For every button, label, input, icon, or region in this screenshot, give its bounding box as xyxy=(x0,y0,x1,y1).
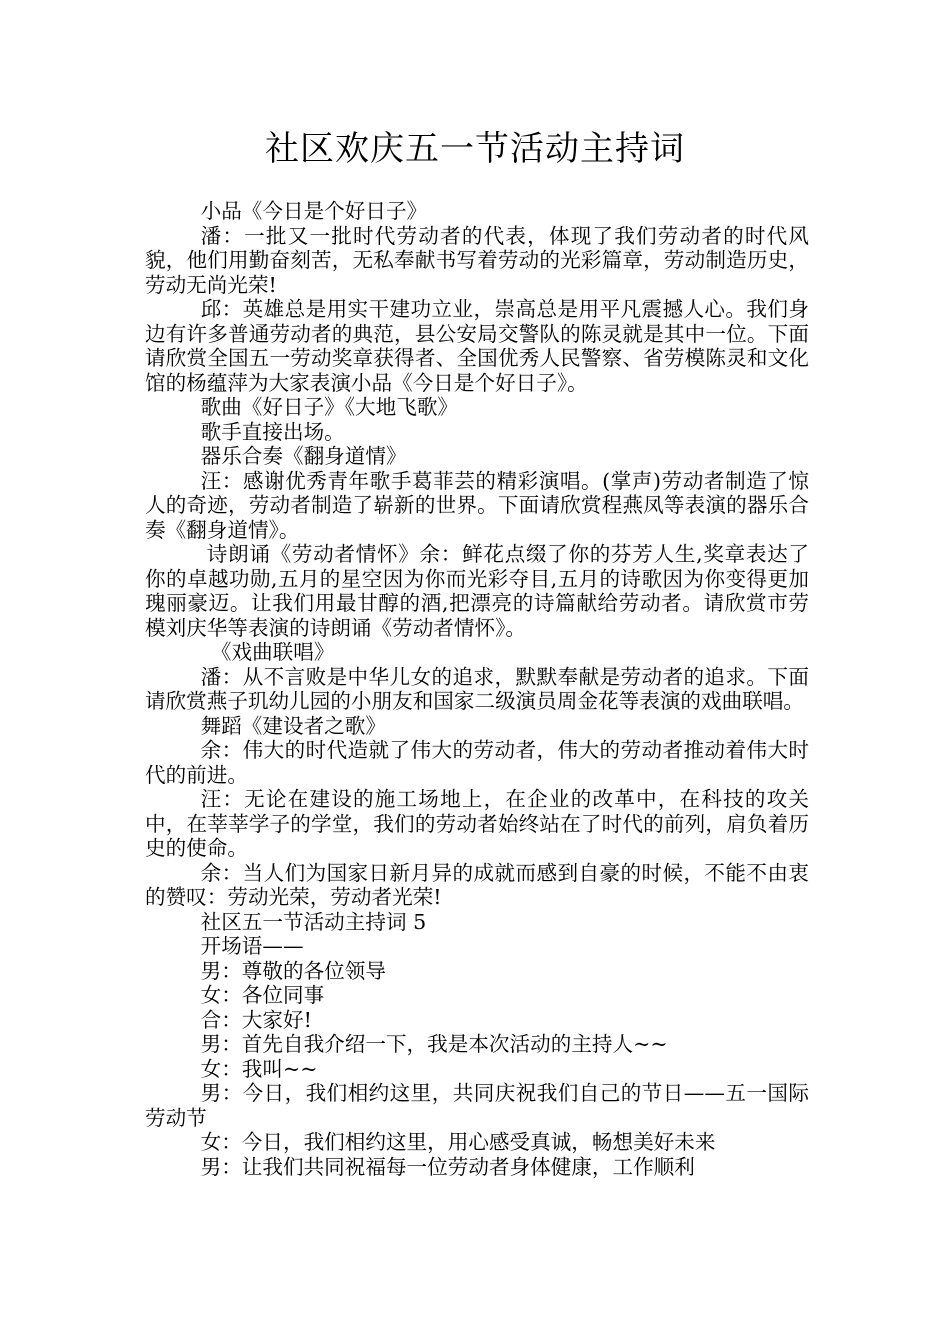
paragraph-poem-recital: 诗朗诵《劳动者情怀》余：鲜花点缀了你的芬芳人生,奖章表达了你的卓越功勋,五月的星空因为你而光彩夺目,五月的诗歌因为你变得更加瑰丽豪迈。让我们用最甘醇的酒,把漂亮的诗篇献给劳动者。请欣赏市劳模刘庆华等表演的诗朗诵《劳动者情怀》。 xyxy=(145,542,809,640)
paragraph-ensemble-heading: 器乐合奏《翻身道情》 xyxy=(200,444,407,468)
paragraph-male-2: 男：首先自我介绍一下，我是本次活动的主持人~~ xyxy=(200,1032,668,1056)
paragraph-qiu: 邱：英雄总是用实干建功立业，崇高总是用平凡震撼人心。我们身边有许多普通劳动者的典范，县公安局交警队的陈灵就是其中一位。下面请欣赏全国五一劳动奖章获得者、全国优秀人民警察、省劳模陈灵和文化馆的杨蕴萍为大家表演小品《今日是个好日子》。 xyxy=(145,297,809,395)
document-body xyxy=(145,199,809,1179)
paragraph-wang-1: 汪：感谢优秀青年歌手葛菲芸的精彩演唱。(掌声)劳动者制造了惊人的奇迹，劳动者制造了崭新的世界。下面请欣赏程燕凤等表演的器乐合奏《翻身道情》。 xyxy=(145,468,809,542)
paragraph-dance-heading: 舞蹈《建设者之歌》 xyxy=(200,713,386,738)
paragraph-yu-1: 余：伟大的时代造就了伟大的劳动者，伟大的劳动者推动着伟大时代的前进。 xyxy=(145,738,809,787)
paragraph-pan-1: 潘：一批又一批时代劳动者的代表，体现了我们劳动者的时代风貌，他们用勤奋刻苦，无私奉献书写着劳动的光彩篇章，劳动制造历史，劳动无尚光荣! xyxy=(145,223,809,297)
paragraph-female-3: 女：今日，我们相约这里，用心感受真诚，畅想美好未来 xyxy=(200,1130,716,1154)
paragraph-yu-2: 余：当人们为国家日新月异的成就而感到自豪的时候，不能不由衷的赞叹：劳动光荣，劳动者光荣! xyxy=(145,860,809,909)
paragraph-singer-entrance: 歌手直接出场。 xyxy=(200,419,345,444)
document-title: 社区欢庆五一节活动主持词 xyxy=(265,129,685,169)
paragraph-pan-2: 潘：从不言败是中华儿女的追求，默默奉献是劳动者的追求。下面请欣赏燕子玑幼儿园的小朋友和国家二级演员周金花等表演的戏曲联唱。 xyxy=(145,664,809,713)
paragraph-song-heading: 歌曲《好日子》《大地飞歌》 xyxy=(200,395,459,419)
paragraph-section-heading: 社区五一节活动主持词 5 xyxy=(200,909,427,934)
paragraph-skit-heading: 小品《今日是个好日子》 xyxy=(200,199,428,223)
paragraph-together: 合：大家好! xyxy=(200,1007,312,1032)
paragraph-female-1: 女：各位同事 xyxy=(200,983,325,1007)
paragraph-male-1: 男：尊敬的各位领导 xyxy=(200,958,386,983)
paragraph-opening-label: 开场语—— xyxy=(200,934,304,958)
paragraph-opera-heading: 《戏曲联唱》 xyxy=(210,640,335,664)
paragraph-female-2: 女：我叫~~ xyxy=(200,1056,318,1081)
paragraph-male-4: 男：让我们共同祝福每一位劳动者身体健康，工作顺利 xyxy=(200,1154,695,1179)
paragraph-male-3: 男：今日，我们相约这里，共同庆祝我们自己的节日——五一国际劳动节 xyxy=(145,1081,809,1130)
paragraph-wang-2: 汪：无论在建设的施工场地上，在企业的改革中，在科技的攻关中，在莘莘学子的学堂，我们的劳动者始终站在了时代的前列，肩负着历史的使命。 xyxy=(145,787,809,860)
